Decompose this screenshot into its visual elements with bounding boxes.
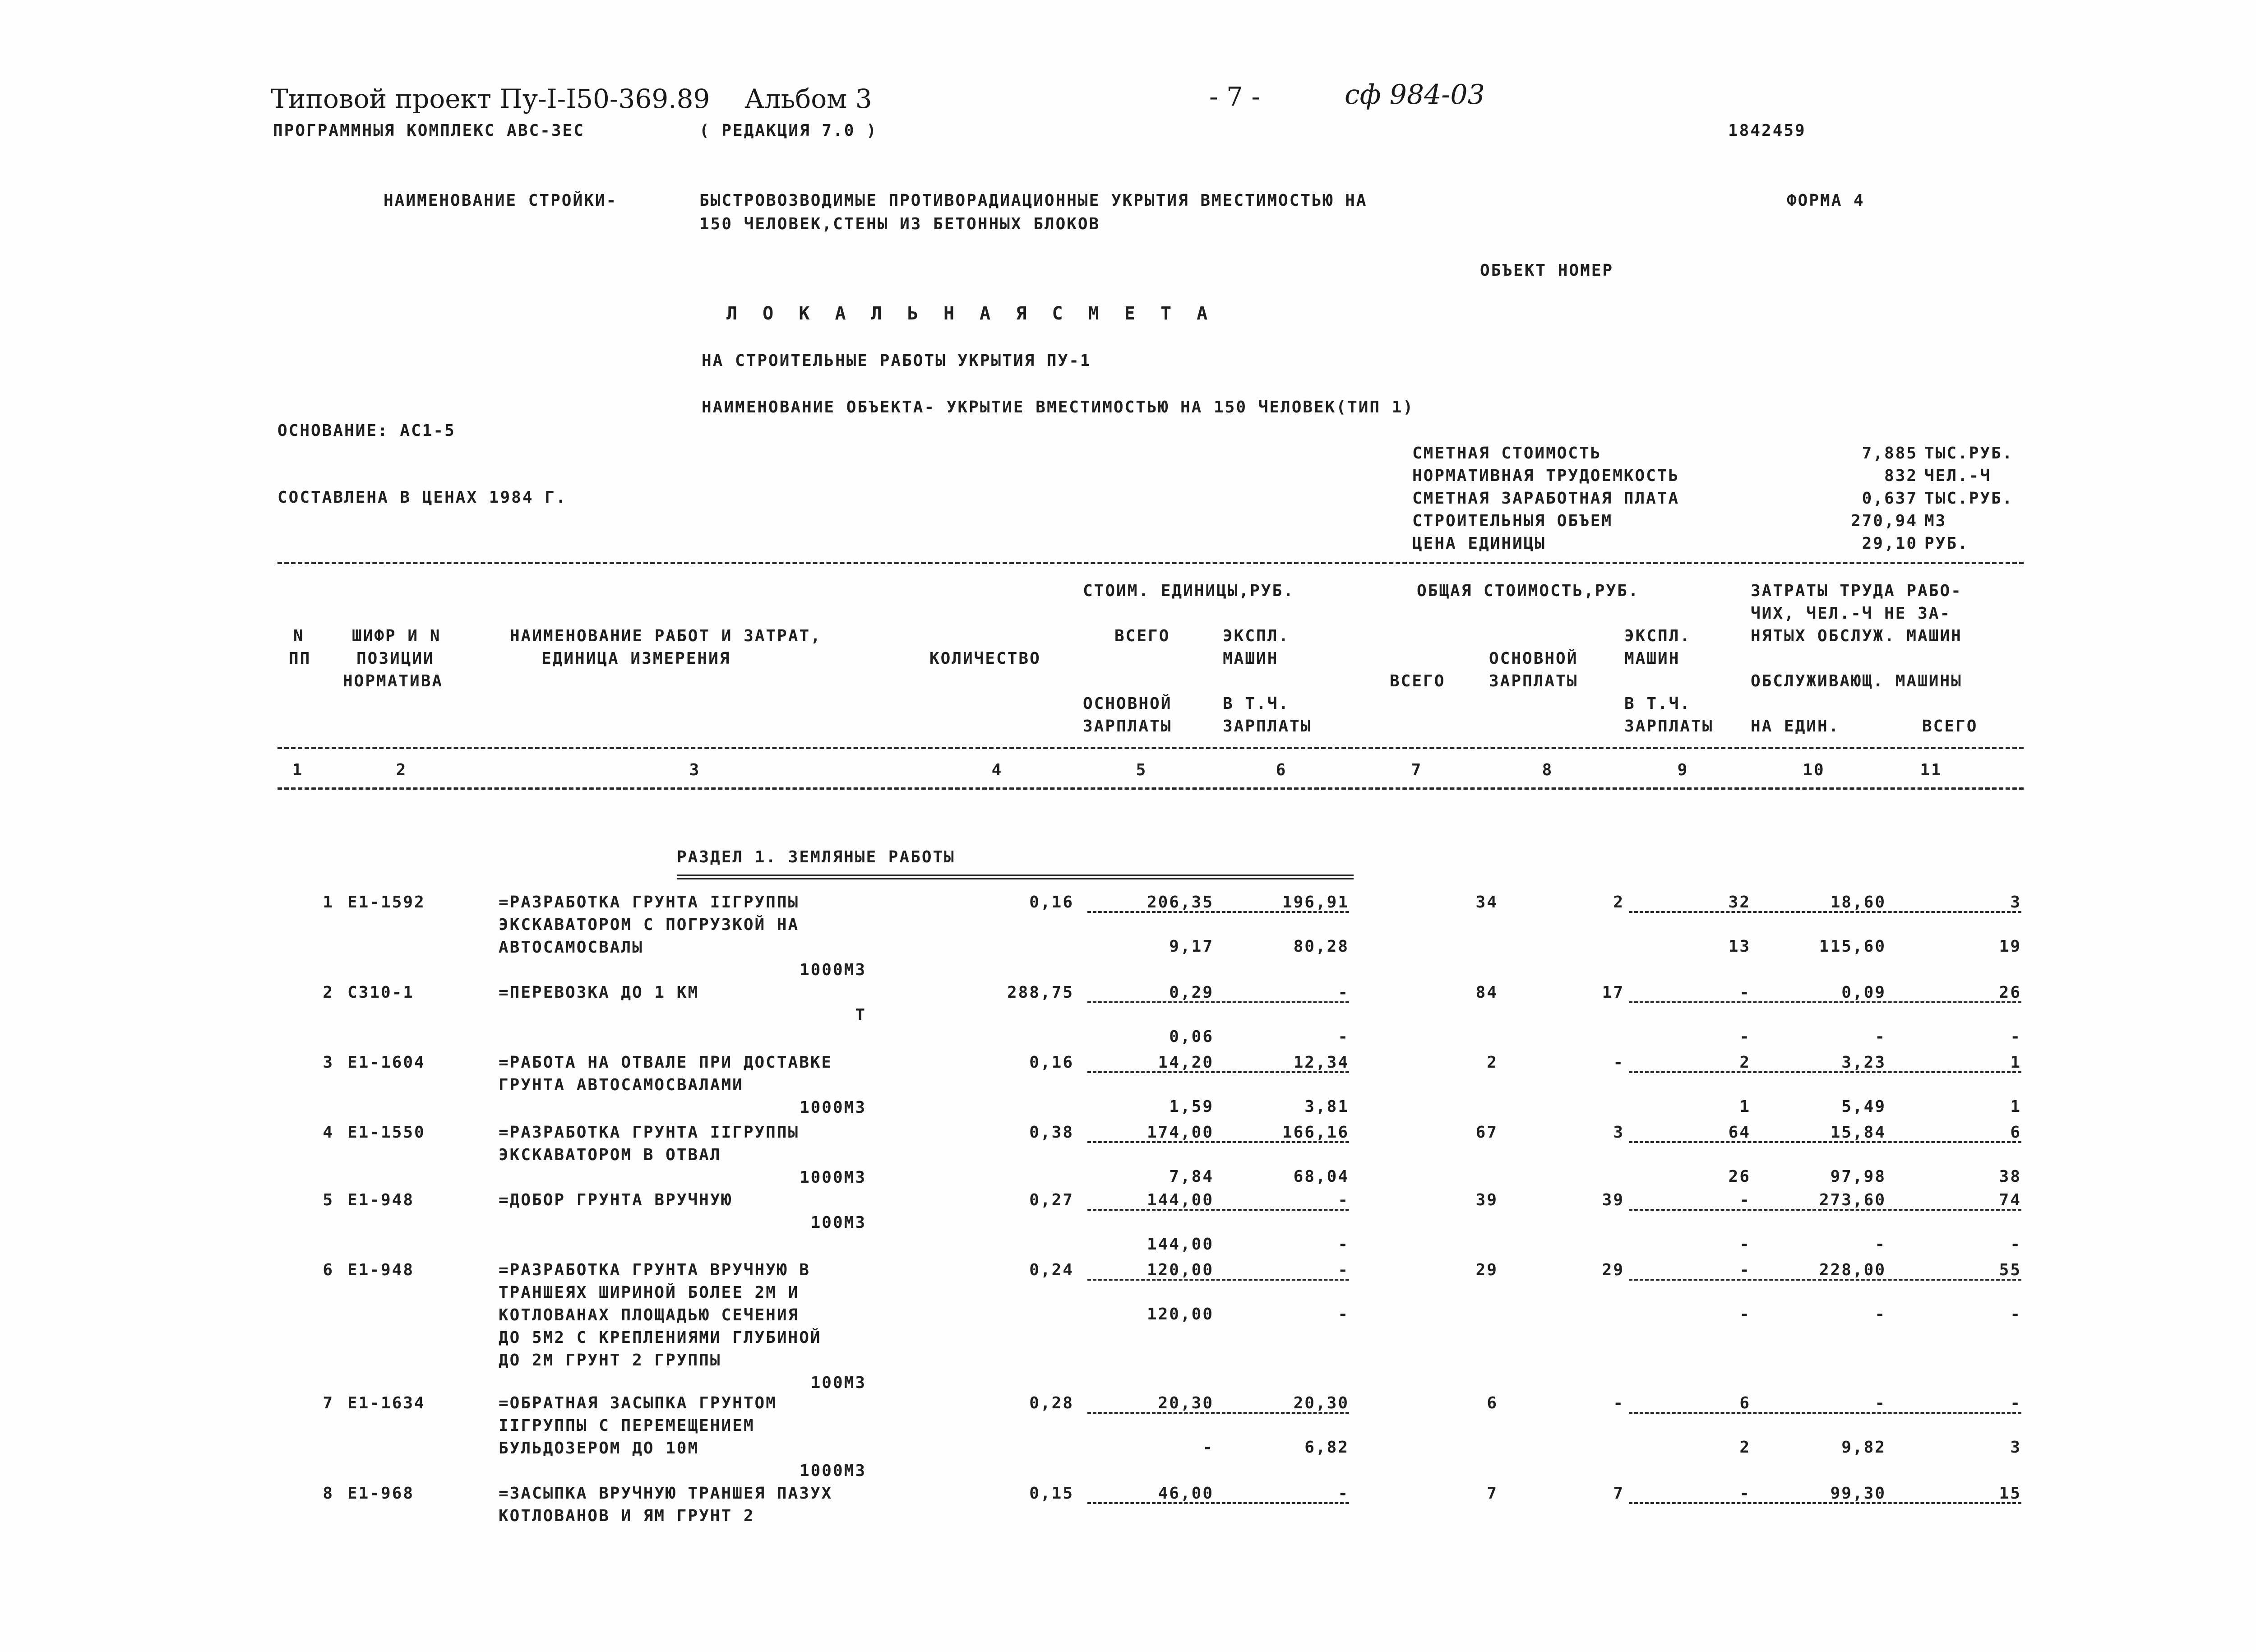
row-code: Е1-968 xyxy=(347,1484,415,1503)
row-description: ГРУНТА АВТОСАМОСВАЛАМИ xyxy=(499,1076,744,1094)
row-total-machines: - xyxy=(1739,1261,1751,1279)
row-unit-cost-machines: - xyxy=(1338,1261,1349,1279)
row-machine-wages: 1 xyxy=(1739,1097,1751,1116)
summary-label: СМЕТНАЯ ЗАРАБОТНАЯ ПЛАТА xyxy=(1412,489,1680,508)
document-code: 1842459 xyxy=(1728,121,1806,140)
row-total-rule xyxy=(1629,1412,2021,1414)
row-unit-cost-total: 120,00 xyxy=(1146,1261,1214,1279)
total-cost-header: ОБЩАЯ СТОИМОСТЬ,РУБ. xyxy=(1417,582,1640,600)
col8-header: ОСНОВНОЙ xyxy=(1489,649,1578,668)
row-labor-total: 55 xyxy=(1999,1261,2021,1279)
row-machine-wages: 2 xyxy=(1739,1438,1751,1457)
document-subtitle: НА СТРОИТЕЛЬНЫЕ РАБОТЫ УКРЫТИЯ ПУ-1 xyxy=(702,352,1091,370)
summary-value: 7,885 xyxy=(1862,444,1918,463)
row-total-machines: - xyxy=(1739,983,1751,1002)
col9-header: ЗАРПЛАТЫ xyxy=(1624,717,1714,736)
col2-header: ПОЗИЦИИ xyxy=(356,649,435,668)
row-unit-machine-wages: - xyxy=(1338,1027,1349,1046)
col6b-header: В Т.Ч. xyxy=(1223,694,1290,713)
row-number: 5 xyxy=(323,1191,334,1209)
row-unit-cost-total: 0,29 xyxy=(1169,983,1214,1002)
row-number: 4 xyxy=(323,1123,334,1142)
row-code: С310-1 xyxy=(347,983,415,1002)
col-number: 11 xyxy=(1920,761,1942,779)
document-title: Л О К А Л Ь Н А Я С М Е Т А xyxy=(726,303,1215,324)
row-total-wages: 17 xyxy=(1602,983,1624,1002)
row-unit-machine-wages: 80,28 xyxy=(1293,937,1349,956)
row-total-rule xyxy=(1629,1001,2021,1003)
row-unit-cost-total: 174,00 xyxy=(1146,1123,1214,1142)
row-unit-cost-machines: 20,30 xyxy=(1293,1394,1349,1412)
summary-value: 270,94 xyxy=(1850,512,1918,530)
row-description: ЭКСКАВАТОРОМ В ОТВАЛ xyxy=(499,1146,721,1164)
row-code: Е1-1634 xyxy=(347,1394,425,1412)
row-labor-per-unit: - xyxy=(1875,1394,1886,1412)
row-labor-total: 6 xyxy=(2010,1123,2021,1142)
row-machine-wages: - xyxy=(1739,1305,1751,1323)
row-machine-labor-total: - xyxy=(2010,1235,2021,1254)
col2-header: НОРМАТИВА xyxy=(343,672,444,690)
row-total-cost: 6 xyxy=(1487,1394,1498,1412)
col-number: 3 xyxy=(689,761,701,779)
row-unit-wages: 144,00 xyxy=(1146,1235,1214,1254)
col-number: 1 xyxy=(292,761,304,779)
row-unit-cost-total: 14,20 xyxy=(1158,1053,1214,1072)
row-machine-wages: 13 xyxy=(1728,937,1751,956)
row-unit-machine-wages: - xyxy=(1338,1305,1349,1323)
col6-header: ЭКСПЛ. xyxy=(1223,627,1290,645)
row-description: БУЛЬДОЗЕРОМ ДО 10М xyxy=(499,1439,699,1458)
col1-header: N xyxy=(293,627,305,645)
row-unit-cost-total: 20,30 xyxy=(1158,1394,1214,1412)
summary-label: СТРОИТЕЛЬНЫЯ ОБЪЕМ xyxy=(1412,512,1613,530)
row-machine-labor-total: 38 xyxy=(1999,1167,2021,1186)
row-labor-per-unit: 3,23 xyxy=(1841,1053,1886,1072)
summary-unit: ЧЕЛ.-Ч xyxy=(1924,467,1992,485)
row-total-rule xyxy=(1629,1209,2021,1211)
row-machine-labor-per-unit: - xyxy=(1875,1305,1886,1323)
row-unit-machine-wages: 6,82 xyxy=(1304,1438,1349,1457)
row-labor-total: 1 xyxy=(2010,1053,2021,1072)
row-labor-total: - xyxy=(2010,1394,2021,1412)
row-cost-rule xyxy=(1087,911,1349,913)
summary-label: ЦЕНА ЕДИНИЦЫ xyxy=(1412,534,1546,553)
row-total-machines: - xyxy=(1739,1484,1751,1503)
row-labor-total: 26 xyxy=(1999,983,2021,1002)
col9-header: В Т.Ч. xyxy=(1624,694,1692,713)
row-code: Е1-948 xyxy=(347,1261,415,1279)
row-description: ДО 2М ГРУНТ 2 ГРУППЫ xyxy=(499,1351,721,1370)
row-labor-per-unit: 0,09 xyxy=(1841,983,1886,1002)
row-unit-cost-machines: 166,16 xyxy=(1282,1123,1349,1142)
construction-line-1: БЫСТРОВОЗВОДИМЫЕ ПРОТИВОРАДИАЦИОННЫЕ УКРЫТИЯ ВМЕСТИМОСТЬЮ НА xyxy=(699,191,1368,210)
col10-header: НА ЕДИН. xyxy=(1751,717,1840,736)
row-total-wages: 39 xyxy=(1602,1191,1624,1209)
row-unit-wages: 1,59 xyxy=(1169,1097,1214,1116)
row-number: 2 xyxy=(323,983,334,1002)
col7-header: ВСЕГО xyxy=(1390,672,1446,690)
row-total-cost: 34 xyxy=(1475,893,1498,912)
col-number: 8 xyxy=(1542,761,1553,779)
construction-label: НАИМЕНОВАНИЕ СТРОЙКИ- xyxy=(384,191,618,210)
col5-header: ВСЕГО xyxy=(1114,627,1170,645)
row-number: 6 xyxy=(323,1261,334,1279)
row-code: Е1-1604 xyxy=(347,1053,425,1072)
col9-header: МАШИН xyxy=(1624,649,1680,668)
row-number: 1 xyxy=(323,893,334,912)
row-total-machines: 64 xyxy=(1728,1123,1751,1142)
row-description: =РАЗРАБОТКА ГРУНТА IIГРУППЫ xyxy=(499,1123,800,1142)
row-machine-labor-total: - xyxy=(2010,1027,2021,1046)
row-description: ТРАНШЕЯХ ШИРИНОЙ БОЛЕЕ 2М И xyxy=(499,1283,800,1302)
row-machine-labor-per-unit: - xyxy=(1875,1235,1886,1254)
row-quantity: 288,75 xyxy=(1007,983,1074,1002)
row-code: Е1-948 xyxy=(347,1191,415,1209)
row-unit-cost-total: 46,00 xyxy=(1158,1484,1214,1503)
col-number: 10 xyxy=(1803,761,1825,779)
row-number: 3 xyxy=(323,1053,334,1072)
edition-label: ( РЕДАКЦИЯ 7.0 ) xyxy=(699,121,878,140)
row-machine-labor-per-unit: - xyxy=(1875,1027,1886,1046)
row-description: ДО 5М2 С КРЕПЛЕНИЯМИ ГЛУБИНОЙ xyxy=(499,1328,822,1347)
row-description: =РАЗРАБОТКА ГРУНТА IIГРУППЫ xyxy=(499,893,800,912)
row-cost-rule xyxy=(1087,1209,1349,1211)
form-label: ФОРМА 4 xyxy=(1787,191,1865,210)
row-total-machines: 2 xyxy=(1739,1053,1751,1072)
row-unit: 1000М3 xyxy=(799,1168,866,1187)
row-labor-per-unit: 15,84 xyxy=(1830,1123,1886,1142)
software-name: ПРОГРАММНЫЯ КОМПЛЕКС АВС-ЗЕС xyxy=(273,121,585,140)
row-labor-total: 74 xyxy=(1999,1191,2021,1209)
section-underline xyxy=(677,875,1354,879)
summary-unit: РУБ. xyxy=(1924,534,1969,553)
row-total-cost: 84 xyxy=(1475,983,1498,1002)
row-machine-labor-per-unit: 115,60 xyxy=(1819,937,1886,956)
col11-header: ВСЕГО xyxy=(1922,717,1978,736)
row-total-wages: 3 xyxy=(1613,1123,1624,1142)
labor-sub-header: ОБСЛУЖИВАЮЩ. МАШИНЫ xyxy=(1751,672,1962,690)
row-total-wages: 29 xyxy=(1602,1261,1624,1279)
col5b-header: ОСНОВНОЙ xyxy=(1083,694,1172,713)
col5b-header: ЗАРПЛАТЫ xyxy=(1083,717,1172,736)
row-cost-rule xyxy=(1087,1071,1349,1073)
row-description: =РАЗРАБОТКА ГРУНТА ВРУЧНУЮ В xyxy=(499,1261,810,1279)
row-total-wages: 2 xyxy=(1613,893,1624,912)
object-number: ОБЪЕКТ НОМЕР xyxy=(1480,261,1614,280)
row-total-rule xyxy=(1629,1279,2021,1281)
construction-line-2: 150 ЧЕЛОВЕК,СТЕНЫ ИЗ БЕТОННЫХ БЛОКОВ xyxy=(699,215,1100,233)
col1-header: ПП xyxy=(289,649,311,668)
row-description: КОТЛОВАНАХ ПЛОЩАДЬЮ СЕЧЕНИЯ xyxy=(499,1306,800,1324)
row-labor-per-unit: 18,60 xyxy=(1830,893,1886,912)
object-name: НАИМЕНОВАНИЕ ОБЪЕКТА- УКРЫТИЕ ВМЕСТИМОСТЬЮ НА 150 ЧЕЛОВЕК(ТИП 1) xyxy=(702,398,1415,416)
row-description: IIГРУППЫ С ПЕРЕМЕЩЕНИЕМ xyxy=(499,1416,755,1435)
row-unit: 1000М3 xyxy=(799,961,866,979)
col-number: 5 xyxy=(1136,761,1147,779)
row-quantity: 0,27 xyxy=(1029,1191,1074,1209)
col-number: 4 xyxy=(991,761,1003,779)
col2-header: ШИФР И N xyxy=(352,627,441,645)
row-total-machines: 6 xyxy=(1739,1394,1751,1412)
row-total-cost: 39 xyxy=(1475,1191,1498,1209)
row-quantity: 0,24 xyxy=(1029,1261,1074,1279)
col6b-header: ЗАРПЛАТЫ xyxy=(1223,717,1312,736)
table-top-rule xyxy=(277,562,2024,564)
row-unit-machine-wages: - xyxy=(1338,1235,1349,1254)
row-total-rule xyxy=(1629,1141,2021,1143)
row-labor-total: 15 xyxy=(1999,1484,2021,1503)
row-code: Е1-1550 xyxy=(347,1123,425,1142)
row-unit: 100М3 xyxy=(810,1213,866,1232)
row-quantity: 0,28 xyxy=(1029,1394,1074,1412)
price-basis: СОСТАВЛЕНА В ЦЕНАХ 1984 Г. xyxy=(277,488,567,507)
row-total-wages: - xyxy=(1613,1053,1624,1072)
summary-label: СМЕТНАЯ СТОИМОСТЬ xyxy=(1412,444,1602,463)
summary-unit: ТЫС.РУБ. xyxy=(1924,444,2014,463)
row-total-rule xyxy=(1629,1071,2021,1073)
row-description: АВТОСАМОСВАЛЫ xyxy=(499,938,643,957)
row-total-cost: 2 xyxy=(1487,1053,1498,1072)
row-cost-rule xyxy=(1087,1279,1349,1281)
row-machine-labor-total: 3 xyxy=(2010,1438,2021,1457)
row-total-cost: 67 xyxy=(1475,1123,1498,1142)
row-machine-wages: - xyxy=(1739,1235,1751,1254)
row-code: Е1-1592 xyxy=(347,893,425,912)
row-unit-machine-wages: 3,81 xyxy=(1304,1097,1349,1116)
row-unit: Т xyxy=(855,1006,866,1024)
col4-header: КОЛИЧЕСТВО xyxy=(929,649,1041,668)
row-unit-wages: 0,06 xyxy=(1169,1027,1214,1046)
row-machine-labor-per-unit: 97,98 xyxy=(1830,1167,1886,1186)
project-title: Типовой проект Пу-I-I50-369.89 xyxy=(271,83,710,114)
summary-unit: ТЫС.РУБ. xyxy=(1924,489,2014,508)
row-total-rule xyxy=(1629,911,2021,913)
row-machine-wages: 26 xyxy=(1728,1167,1751,1186)
row-description: =ПЕРЕВОЗКА ДО 1 КМ xyxy=(499,983,699,1002)
row-cost-rule xyxy=(1087,1502,1349,1504)
row-labor-total: 3 xyxy=(2010,893,2021,912)
row-description: =ДОБОР ГРУНТА ВРУЧНУЮ xyxy=(499,1191,733,1209)
row-unit-wages: 7,84 xyxy=(1169,1167,1214,1186)
col9-header: ЭКСПЛ. xyxy=(1624,627,1692,645)
labor-header: НЯТЫХ ОБСЛУЖ. МАШИН xyxy=(1751,627,1962,645)
row-quantity: 0,38 xyxy=(1029,1123,1074,1142)
row-total-wages: 7 xyxy=(1613,1484,1624,1503)
row-machine-labor-total: 19 xyxy=(1999,937,2021,956)
row-labor-per-unit: 273,60 xyxy=(1819,1191,1886,1209)
album-label: Альбом 3 xyxy=(744,83,872,114)
row-machine-labor-per-unit: 5,49 xyxy=(1841,1097,1886,1116)
basis: ОСНОВАНИЕ: АС1-5 xyxy=(277,421,456,440)
unit-cost-header: СТОИМ. ЕДИНИЦЫ,РУБ. xyxy=(1083,582,1294,600)
handwritten-code: сф 984-03 xyxy=(1345,79,1485,111)
row-machine-labor-total: - xyxy=(2010,1305,2021,1323)
row-description: =ЗАСЫПКА ВРУЧНУЮ ТРАНШЕЯ ПАЗУХ xyxy=(499,1484,833,1503)
summary-label: НОРМАТИВНАЯ ТРУДОЕМКОСТЬ xyxy=(1412,467,1680,485)
row-number: 7 xyxy=(323,1394,334,1412)
col8-header: ЗАРПЛАТЫ xyxy=(1489,672,1578,690)
col3-header: НАИМЕНОВАНИЕ РАБОТ И ЗАТРАТ, xyxy=(510,627,822,645)
row-total-machines: 32 xyxy=(1728,893,1751,912)
row-machine-labor-per-unit: 9,82 xyxy=(1841,1438,1886,1457)
row-total-wages: - xyxy=(1613,1394,1624,1412)
header-rule xyxy=(277,747,2024,749)
col-number: 7 xyxy=(1411,761,1423,779)
col3-header: ЕДИНИЦА ИЗМЕРЕНИЯ xyxy=(541,649,731,668)
row-cost-rule xyxy=(1087,1141,1349,1143)
row-unit-machine-wages: 68,04 xyxy=(1293,1167,1349,1186)
row-machine-labor-total: 1 xyxy=(2010,1097,2021,1116)
summary-value: 29,10 xyxy=(1862,534,1918,553)
col-number: 9 xyxy=(1677,761,1689,779)
row-machine-wages: - xyxy=(1739,1027,1751,1046)
row-labor-per-unit: 99,30 xyxy=(1830,1484,1886,1503)
row-unit-cost-machines: 12,34 xyxy=(1293,1053,1349,1072)
row-unit-wages: - xyxy=(1202,1438,1214,1457)
row-cost-rule xyxy=(1087,1412,1349,1414)
row-number: 8 xyxy=(323,1484,334,1503)
summary-value: 0,637 xyxy=(1862,489,1918,508)
row-total-rule xyxy=(1629,1502,2021,1504)
col6-header: МАШИН xyxy=(1223,649,1279,668)
row-description: ЭКСКАВАТОРОМ С ПОГРУЗКОЙ НА xyxy=(499,916,800,934)
row-unit-cost-machines: 196,91 xyxy=(1282,893,1349,912)
row-unit-cost-total: 206,35 xyxy=(1146,893,1214,912)
col-number: 2 xyxy=(396,761,407,779)
row-cost-rule xyxy=(1087,1001,1349,1003)
row-unit-cost-machines: - xyxy=(1338,1191,1349,1209)
row-unit-cost-machines: - xyxy=(1338,983,1349,1002)
row-quantity: 0,16 xyxy=(1029,1053,1074,1072)
row-total-cost: 7 xyxy=(1487,1484,1498,1503)
row-description: КОТЛОВАНОВ И ЯМ ГРУНТ 2 xyxy=(499,1507,755,1525)
row-quantity: 0,15 xyxy=(1029,1484,1074,1503)
row-description: =РАБОТА НА ОТВАЛЕ ПРИ ДОСТАВКЕ xyxy=(499,1053,833,1072)
page-number: - 7 - xyxy=(1209,81,1260,112)
row-description: =ОБРАТНАЯ ЗАСЫПКА ГРУНТОМ xyxy=(499,1394,777,1412)
col-number: 6 xyxy=(1276,761,1287,779)
row-quantity: 0,16 xyxy=(1029,893,1074,912)
row-labor-per-unit: 228,00 xyxy=(1819,1261,1886,1279)
labor-header: ЗАТРАТЫ ТРУДА РАБО- xyxy=(1751,582,1962,600)
summary-value: 832 xyxy=(1884,467,1918,485)
row-total-machines: - xyxy=(1739,1191,1751,1209)
row-total-cost: 29 xyxy=(1475,1261,1498,1279)
header-bottom-rule xyxy=(277,787,2024,790)
row-unit: 1000М3 xyxy=(799,1098,866,1117)
row-unit-cost-total: 144,00 xyxy=(1146,1191,1214,1209)
row-unit-cost-machines: - xyxy=(1338,1484,1349,1503)
labor-header: ЧИХ, ЧЕЛ.-Ч НЕ ЗА- xyxy=(1751,604,1951,623)
section-title: РАЗДЕЛ 1. ЗЕМЛЯНЫЕ РАБОТЫ xyxy=(677,848,955,866)
row-unit-wages: 120,00 xyxy=(1146,1305,1214,1323)
row-unit-wages: 9,17 xyxy=(1169,937,1214,956)
row-unit: 100М3 xyxy=(810,1374,866,1392)
summary-unit: М3 xyxy=(1924,512,1947,530)
row-unit: 1000М3 xyxy=(799,1462,866,1480)
